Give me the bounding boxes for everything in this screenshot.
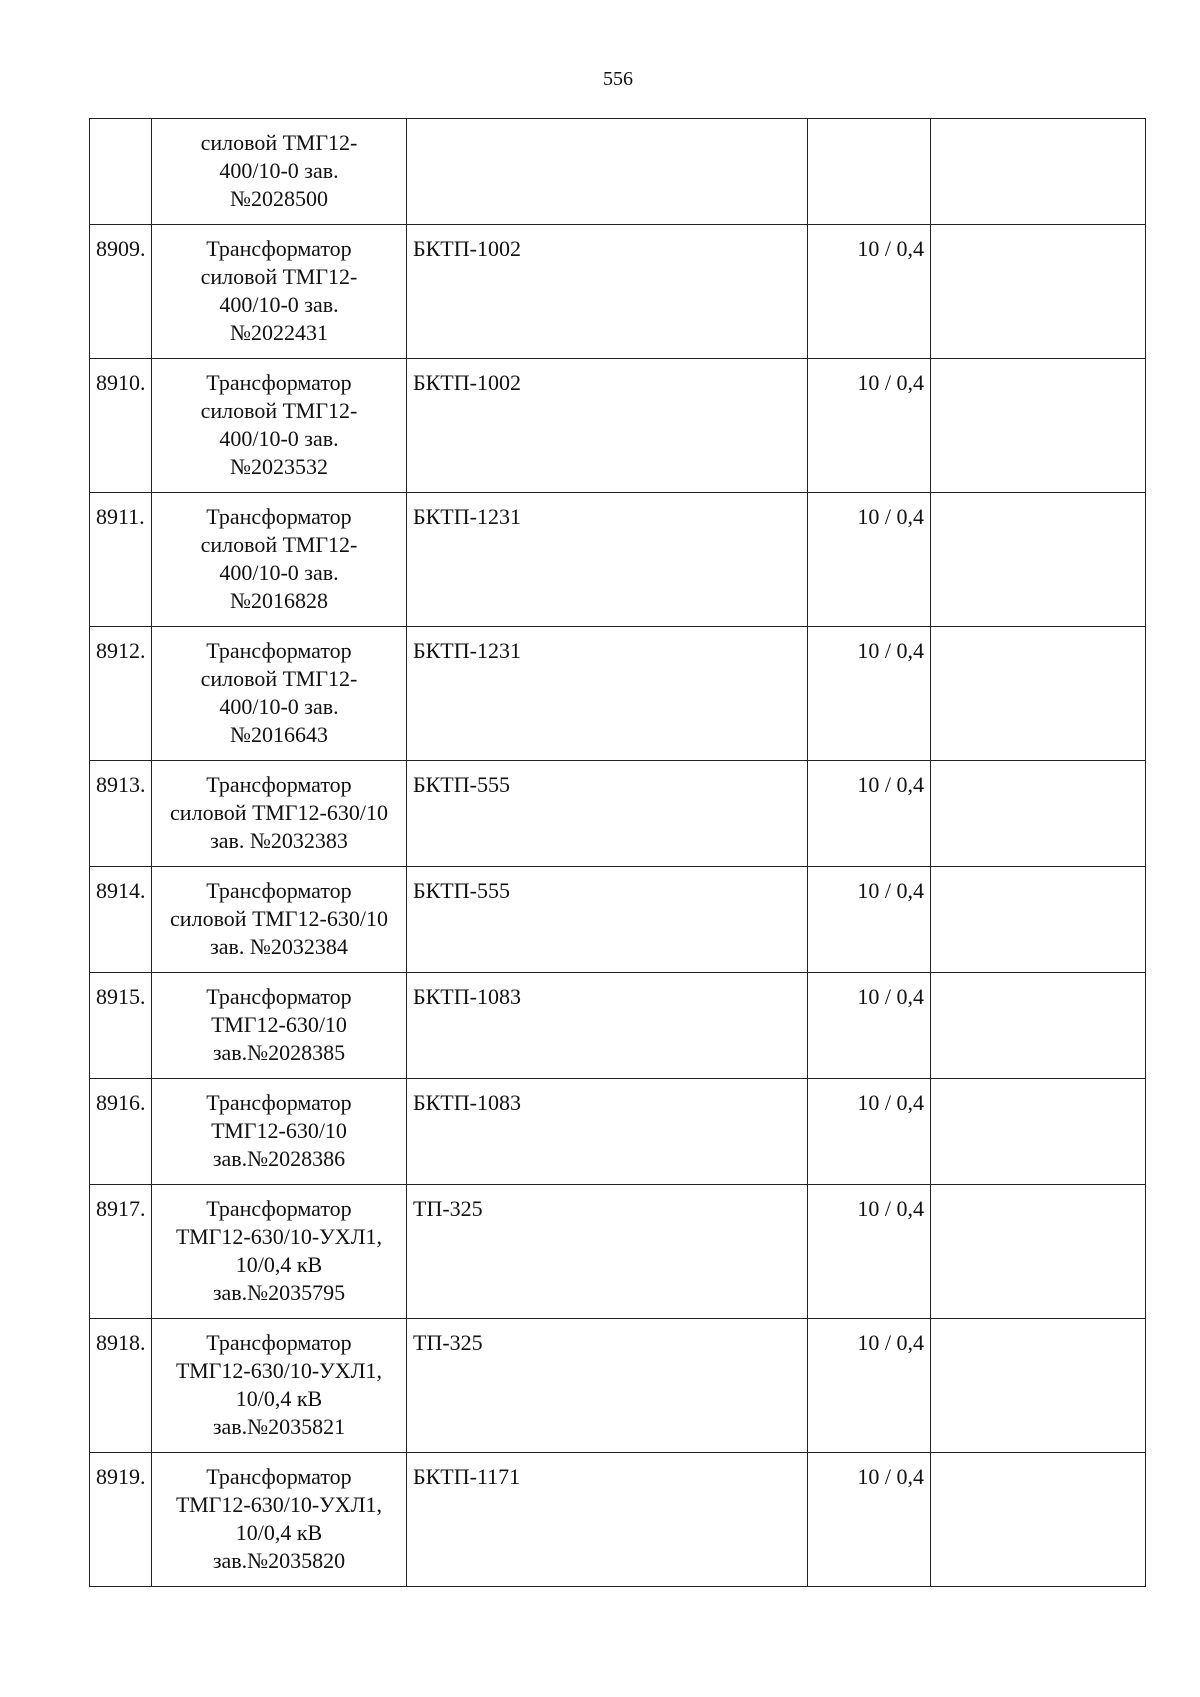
- table-row: [90, 1453, 1146, 1587]
- name-line: ТМГ12-630/10-УХЛ1,: [175, 1492, 383, 1517]
- name-line: 400/10-0 зав.: [219, 158, 339, 183]
- empty-cell: [931, 1185, 1146, 1319]
- table-row: [90, 119, 1146, 225]
- name-line: №2016643: [230, 722, 328, 747]
- name-line: Трансформатор: [206, 504, 352, 529]
- equipment-name: [152, 225, 407, 359]
- equipment-name: [152, 627, 407, 761]
- name-line: зав.№2035795: [212, 1280, 346, 1305]
- location-cell: БКТП-1231: [407, 627, 808, 761]
- name-line: ТМГ12-630/10-УХЛ1,: [175, 1358, 383, 1383]
- table-row: [90, 761, 1146, 867]
- empty-cell: [931, 973, 1146, 1079]
- name-line: Трансформатор: [206, 1196, 352, 1221]
- name-line: Трансформатор: [206, 878, 352, 903]
- location-cell: БКТП-1231: [407, 493, 808, 627]
- voltage-cell: 10 / 0,4: [808, 1319, 931, 1453]
- empty-cell: [931, 1453, 1146, 1587]
- name-line: зав.№2035821: [212, 1414, 346, 1439]
- name-line: №2016828: [230, 588, 328, 613]
- voltage-cell: 10 / 0,4: [808, 1185, 931, 1319]
- name-line: 10/0,4 кВ: [235, 1520, 323, 1545]
- location-cell: [407, 119, 808, 225]
- location-cell: ТП-325: [407, 1319, 808, 1453]
- name-line: ТМГ12-630/10: [211, 1118, 347, 1143]
- equipment-name: [152, 973, 407, 1079]
- voltage-cell: 10 / 0,4: [808, 1079, 931, 1185]
- name-line: зав.№2028386: [212, 1146, 346, 1171]
- table-row: [90, 627, 1146, 761]
- page-number: 556: [603, 68, 633, 90]
- equipment-name: [152, 867, 407, 973]
- equipment-name: [152, 493, 407, 627]
- row-number: 8909.: [90, 225, 152, 359]
- name-line: №2023532: [230, 454, 328, 479]
- name-line: Трансформатор: [206, 1330, 352, 1355]
- name-line: силовой ТМГ12-: [200, 532, 358, 557]
- row-number: 8914.: [90, 867, 152, 973]
- name-line: Трансформатор: [206, 772, 352, 797]
- name-line: зав. №2032383: [210, 828, 348, 853]
- empty-cell: [931, 867, 1146, 973]
- voltage-cell: 10 / 0,4: [808, 761, 931, 867]
- row-number: 8913.: [90, 761, 152, 867]
- name-line: Трансформатор: [206, 1090, 352, 1115]
- location-cell: БКТП-1002: [407, 359, 808, 493]
- name-line: 400/10-0 зав.: [219, 560, 339, 585]
- row-number: 8916.: [90, 1079, 152, 1185]
- name-line: Трансформатор: [206, 984, 352, 1009]
- equipment-name: [152, 1319, 407, 1453]
- table-row: [90, 973, 1146, 1079]
- table-row: [90, 225, 1146, 359]
- name-line: №2022431: [230, 320, 328, 345]
- table-row: [90, 1079, 1146, 1185]
- voltage-cell: 10 / 0,4: [808, 225, 931, 359]
- name-line: 10/0,4 кВ: [235, 1252, 323, 1277]
- voltage-cell: [808, 119, 931, 225]
- name-line: Трансформатор: [206, 236, 352, 261]
- equipment-name: [152, 1453, 407, 1587]
- empty-cell: [931, 493, 1146, 627]
- row-number: 8917.: [90, 1185, 152, 1319]
- table-row: [90, 1185, 1146, 1319]
- location-cell: БКТП-1083: [407, 973, 808, 1079]
- row-number: 8918.: [90, 1319, 152, 1453]
- name-line: силовой ТМГ12-: [200, 264, 358, 289]
- location-cell: БКТП-555: [407, 761, 808, 867]
- equipment-name: [152, 1079, 407, 1185]
- name-line: силовой ТМГ12-630/10: [170, 800, 388, 825]
- name-line: Трансформатор: [206, 370, 352, 395]
- name-line: силовой ТМГ12-630/10: [170, 906, 388, 931]
- row-number: 8912.: [90, 627, 152, 761]
- voltage-cell: 10 / 0,4: [808, 493, 931, 627]
- name-line: силовой ТМГ12-: [200, 398, 358, 423]
- name-line: силовой ТМГ12-: [200, 130, 358, 155]
- voltage-cell: 10 / 0,4: [808, 359, 931, 493]
- empty-cell: [931, 761, 1146, 867]
- name-line: №2028500: [230, 186, 328, 211]
- location-cell: БКТП-555: [407, 867, 808, 973]
- name-line: Трансформатор: [206, 1464, 352, 1489]
- empty-cell: [931, 359, 1146, 493]
- equipment-table: [89, 118, 1146, 1587]
- table-row: [90, 493, 1146, 627]
- row-number: 8915.: [90, 973, 152, 1079]
- equipment-name: [152, 761, 407, 867]
- table-row: [90, 867, 1146, 973]
- voltage-cell: 10 / 0,4: [808, 627, 931, 761]
- empty-cell: [931, 627, 1146, 761]
- name-line: Трансформатор: [206, 638, 352, 663]
- name-line: силовой ТМГ12-: [200, 666, 358, 691]
- name-line: ТМГ12-630/10: [211, 1012, 347, 1037]
- voltage-cell: 10 / 0,4: [808, 973, 931, 1079]
- row-number: 8919.: [90, 1453, 152, 1587]
- location-cell: БКТП-1083: [407, 1079, 808, 1185]
- name-line: зав.№2035820: [212, 1548, 346, 1573]
- location-cell: БКТП-1002: [407, 225, 808, 359]
- table-row: [90, 1319, 1146, 1453]
- table-row: [90, 359, 1146, 493]
- equipment-name: [152, 1185, 407, 1319]
- name-line: 10/0,4 кВ: [235, 1386, 323, 1411]
- name-line: 400/10-0 зав.: [219, 426, 339, 451]
- empty-cell: [931, 1079, 1146, 1185]
- row-number: 8911.: [90, 493, 152, 627]
- equipment-name: [152, 359, 407, 493]
- name-line: 400/10-0 зав.: [219, 694, 339, 719]
- row-number: 8910.: [90, 359, 152, 493]
- empty-cell: [931, 1319, 1146, 1453]
- voltage-cell: 10 / 0,4: [808, 867, 931, 973]
- voltage-cell: 10 / 0,4: [808, 1453, 931, 1587]
- empty-cell: [931, 225, 1146, 359]
- name-line: зав.№2028385: [212, 1040, 346, 1065]
- row-number: [90, 119, 152, 225]
- name-line: 400/10-0 зав.: [219, 292, 339, 317]
- equipment-name: [152, 119, 407, 225]
- name-line: ТМГ12-630/10-УХЛ1,: [175, 1224, 383, 1249]
- location-cell: БКТП-1171: [407, 1453, 808, 1587]
- name-line: зав. №2032384: [210, 934, 348, 959]
- empty-cell: [931, 119, 1146, 225]
- location-cell: ТП-325: [407, 1185, 808, 1319]
